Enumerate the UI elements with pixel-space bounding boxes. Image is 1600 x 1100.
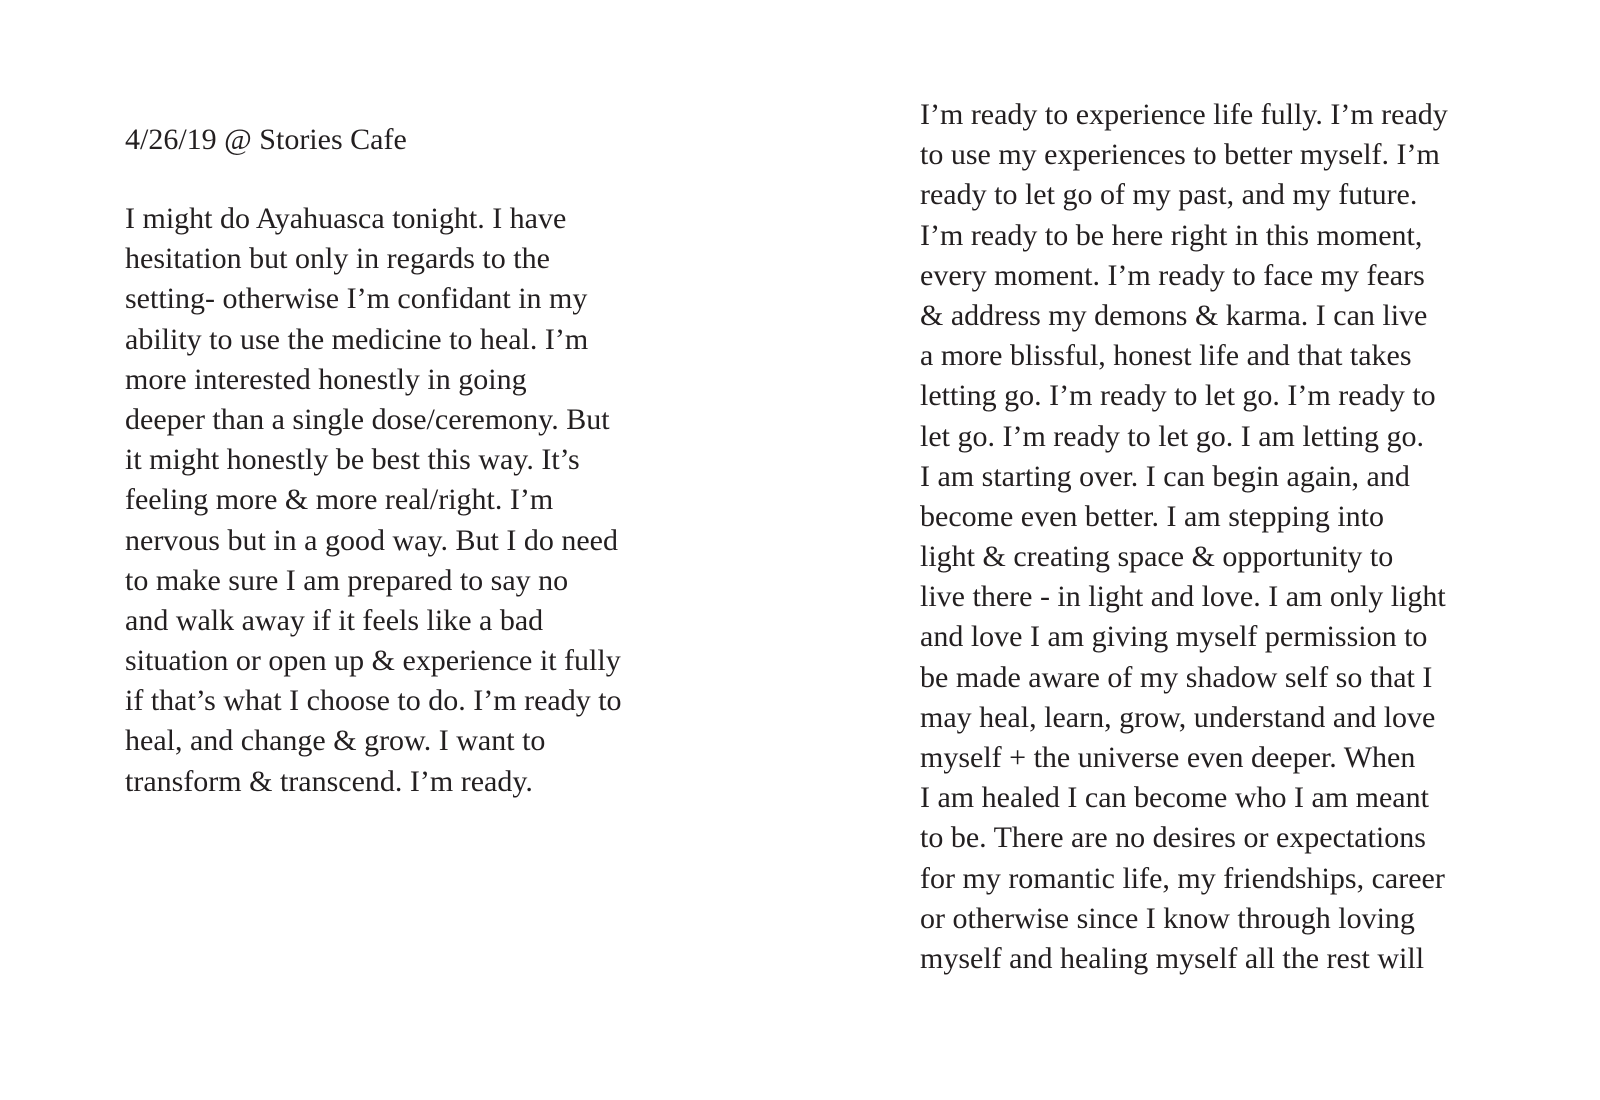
text-line: become even better. I am stepping into xyxy=(920,499,1385,533)
text-line: be made aware of my shadow self so that I xyxy=(920,660,1433,694)
text-line: and walk away if it feels like a bad xyxy=(125,603,544,637)
text-line: or otherwise since I know through loving xyxy=(920,901,1415,935)
text-line: for my romantic life, my friendships, career xyxy=(920,861,1445,895)
left-page-text xyxy=(125,199,622,802)
text-line: light & creating space & opportunity to xyxy=(920,540,1394,574)
text-line: every moment. I’m ready to face my fears xyxy=(920,258,1425,292)
text-line: it might honestly be best this way. It’s xyxy=(125,443,580,477)
text-line: if that’s what I choose to do. I’m ready to xyxy=(125,684,622,718)
text-line: feeling more & more real/right. I’m xyxy=(125,483,554,517)
text-line: myself + the universe even deeper. When xyxy=(920,741,1416,774)
text-line: ready to let go of my past, and my future. xyxy=(920,178,1418,212)
text-line: setting- otherwise I’m confidant in my xyxy=(125,282,588,316)
text-line: let go. I’m ready to let go. I am letting go. xyxy=(920,419,1425,453)
text-line: situation or open up & experience it fully xyxy=(125,644,621,678)
text-line: ability to use the medicine to heal. I’m xyxy=(125,322,589,356)
text-line: deeper than a single dose/ceremony. But xyxy=(125,402,610,436)
right-page-text xyxy=(920,95,1448,979)
text-line: letting go. I’m ready to let go. I’m ready to xyxy=(920,379,1436,413)
text-line: may heal, learn, grow, understand and love xyxy=(920,700,1436,734)
text-line: to use my experiences to better myself. I’m xyxy=(920,138,1440,172)
text-line: nervous but in a good way. But I do need xyxy=(125,523,618,557)
text-line: transform & transcend. I’m ready. xyxy=(125,764,533,798)
text-line: more interested honestly in going xyxy=(125,362,527,396)
text-line: I’m ready to be here right in this moment, xyxy=(920,218,1423,252)
text-line: I might do Ayahuasca tonight. I have xyxy=(125,202,567,235)
text-line: live there - in light and love. I am only light xyxy=(920,580,1446,614)
text-line: I am starting over. I can begin again, and xyxy=(920,459,1410,493)
text-line: myself and healing myself all the rest will xyxy=(920,941,1425,975)
text-line: I’m ready to experience life fully. I’m ready xyxy=(920,98,1448,131)
text-line: hesitation but only in regards to the xyxy=(125,242,550,276)
text-line: a more blissful, honest life and that takes xyxy=(920,339,1412,373)
text-line: to be. There are no desires or expectations xyxy=(920,821,1426,855)
text-line: to make sure I am prepared to say no xyxy=(125,563,569,597)
text-line: and love I am giving myself permission to xyxy=(920,620,1428,654)
text-line: heal, and change & grow. I want to xyxy=(125,724,546,758)
entry-date-location: 4/26/19 @ Stories Cafe xyxy=(125,123,407,156)
text-line: & address my demons & karma. I can live xyxy=(920,298,1428,332)
text-line: I am healed I can become who I am meant xyxy=(920,781,1429,815)
